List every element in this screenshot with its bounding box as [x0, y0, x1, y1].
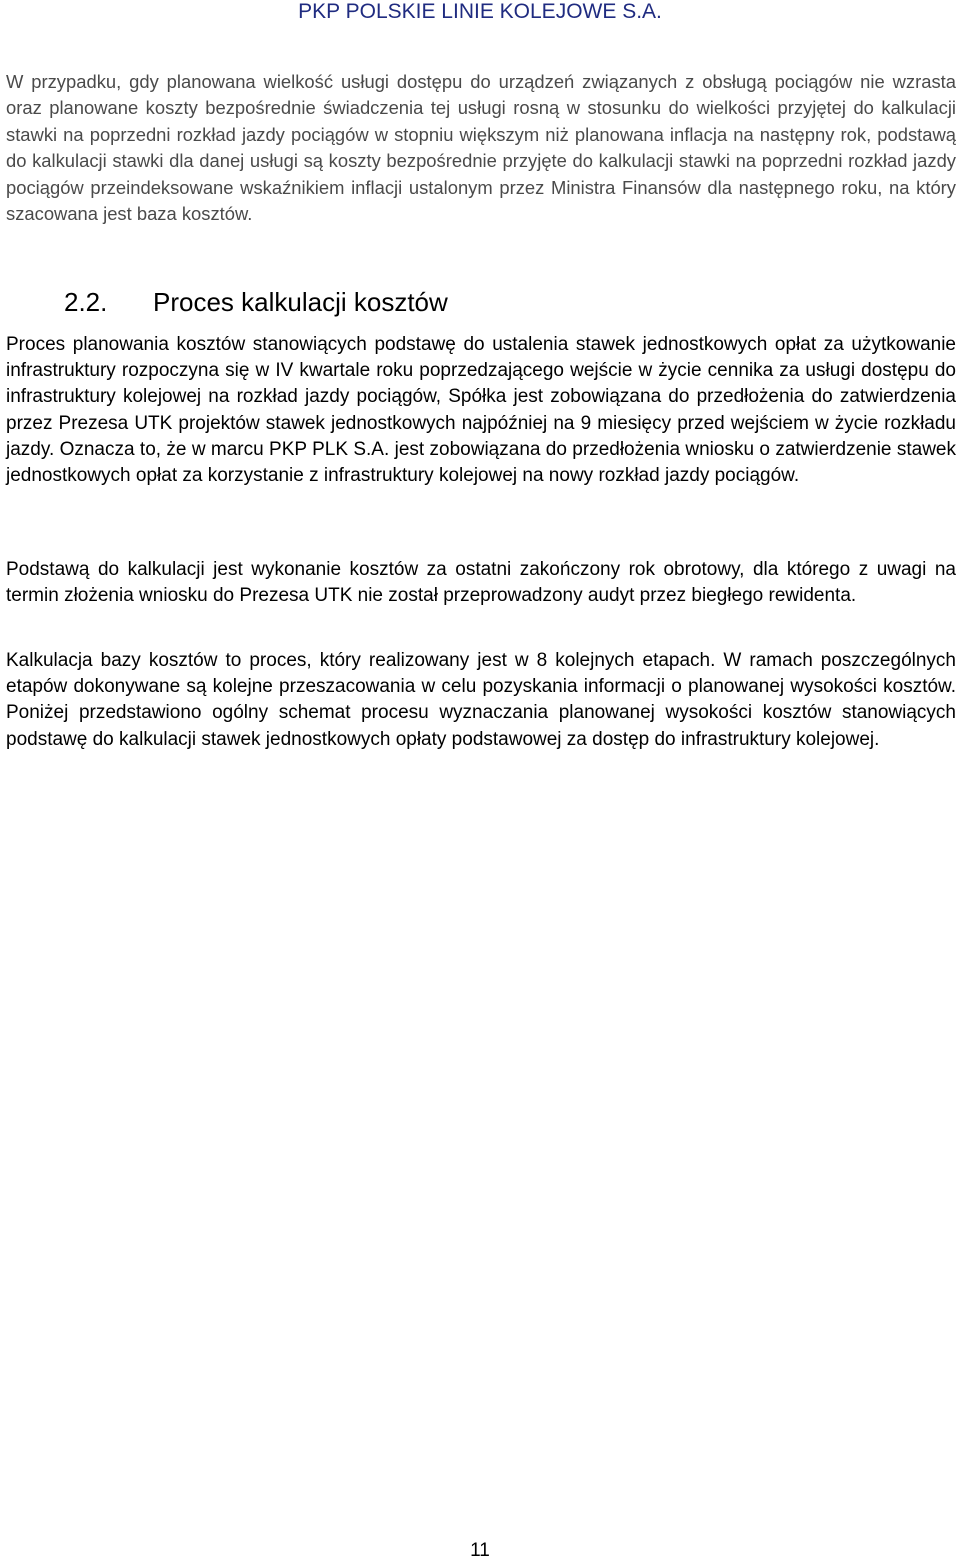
body-paragraph-process: Proces planowania kosztów stanowiących podstawę do ustalenia stawek jednostkowych opłat za użytkowanie infrastruktury rozpoczyna się w IV kwartale roku poprzedzającego wejście w życie cennika za usługi dostępu do infrastruktury kolejowej na rozkład jazdy pociągów, Spółka jest zobowiązana do przedłożenia do zatwierdzenia przez Prezesa UTK projektów stawek jednostkowych najpóźniej na 9 miesięcy przed wejściem w życie rozkładu jazdy. Oznacza to, że w marcu PKP PLK S.A. jest zobowiązana do przedłożenia wniosku o zatwierdzenie stawek jednostkowych opłat za korzystanie z infrastruktury kolejowej na nowy rozkład jazdy pociągów. — [6, 334, 956, 487]
body-paragraph-basis: Podstawą do kalkulacji jest wykonanie kosztów za ostatni zakończony rok obrotowy, dla którego z uwagi na termin złożenia wniosku do Prezesa UTK nie został przeprowadzony audyt przez biegłego rewidenta. — [6, 559, 956, 607]
page-number: 11 — [470, 1540, 490, 1561]
intro-paragraph: W przypadku, gdy planowana wielkość usługi dostępu do urządzeń związanych z obsługą pociągów nie wzrasta oraz planowane koszty bezpośrednie świadczenia tej usługi rosną w stosunku do wielkości przyjętej do kalkulacji stawki na poprzedni rozkład jazdy pociągów w stopniu większym niż planowana inflacja na następny rok, podstawą do kalkulacji stawki dla danej usługi są koszty bezpośrednie przyjęte do kalkulacji stawki na poprzedni rozkład jazdy pociągów przeindeksowane wskaźnikiem inflacji ustalonym przez Ministra Finansów dla następnego roku, na który szacowana jest baza kosztów. — [6, 71, 956, 225]
section-number: 2.2. — [64, 287, 108, 317]
page-header: PKP POLSKIE LINIE KOLEJOWE S.A. — [298, 0, 662, 23]
section-heading — [64, 285, 448, 319]
body-paragraph-stages: Kalkulacja bazy kosztów to proces, który realizowany jest w 8 kolejnych etapach. W ramach poszczególnych etapów dokonywane są kolejne przeszacowania w celu pozyskania informacji o planowanej wysokości kosztów. Poniżej przedstawiono ogólny schemat procesu wyznaczania planowanej wysokości kosztów stanowiących podstawę do kalkulacji stawek jednostkowych opłaty podstawowej za dostęp do infrastruktury kolejowej. — [6, 650, 956, 750]
section-title: Proces kalkulacji kosztów — [153, 287, 448, 317]
